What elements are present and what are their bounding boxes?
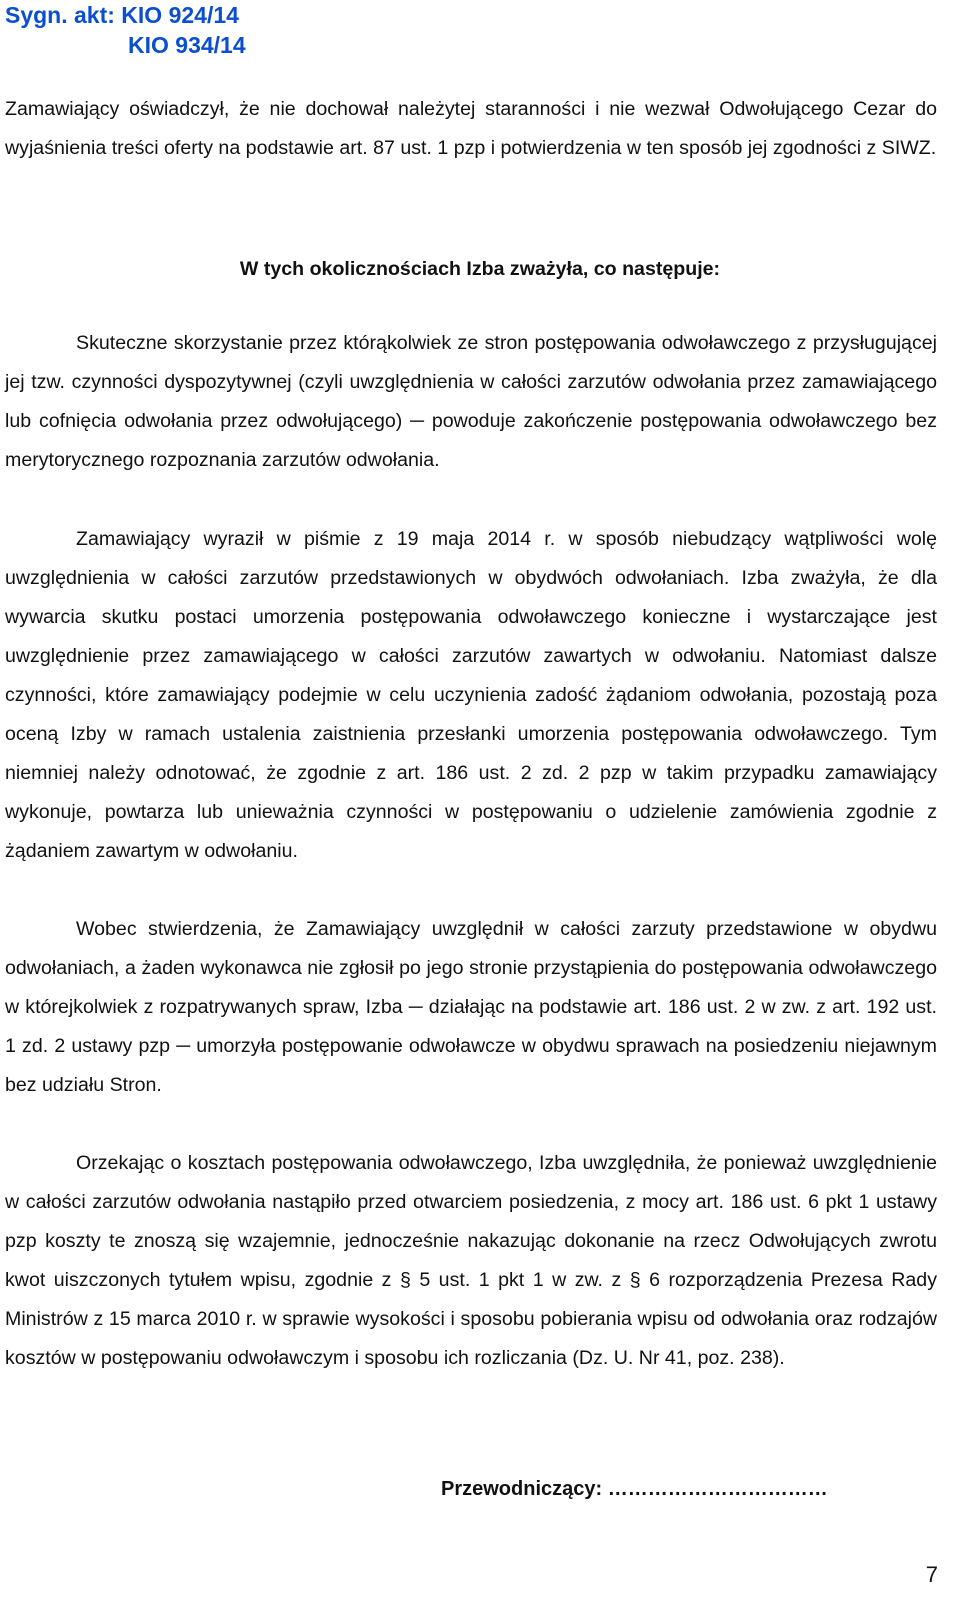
case-reference-line2: KIO 934/14 [128, 32, 246, 58]
paragraph-costs: Orzekając o kosztach postępowania odwoławczego, Izba uwzględniła, że ponieważ uwzględnienie w całości zarzutów odwołania nastąpiło przed otwarciem posiedzenia, z mocy art. 186 ust. 6 pkt 1 ustawy pzp koszty te znoszą się wzajemnie, jednocześnie nakazując dokonanie na rzecz Odwołujących zwrotu kwot uiszczonych tytułem wpisu, zgodnie z § 5 ust. 1 pkt 1 w zw. z § 6 rozporządzenia Prezesa Rady Ministrów z 15 marca 2010 r. w sprawie wysokości i sposobu pobierania wpisu od odwołania oraz rodzajów kosztów w postępowaniu odwoławczym i sposobu ich rozliczania (Dz. U. Nr 41, poz. 238). [5, 1152, 937, 1369]
paragraph-declaration: Zamawiający oświadczył, że nie dochował należytej staranności i nie wezwał Odwołującego Cezar do wyjaśnienia treści oferty na podstawie art. 87 ust. 1 pzp i potwierdzenia w ten sposób jej zgodności z SIWZ. [5, 98, 937, 159]
paragraph-dispositive-act: Skuteczne skorzystanie przez którąkolwiek ze stron postępowania odwoławczego z przysługującej jej tzw. czynności dyspozytywnej (czyli uwzględnienia w całości zarzutów odwołania przez zamawiającego lub cofnięcia odwołania przez odwołującego) ─ powoduje zakończenie postępowania odwoławczego bez merytorycznego rozpoznania zarzutów odwołania. [5, 332, 937, 471]
chairperson-signature-line: Przewodniczący: …………………………… [441, 1478, 828, 1500]
case-reference-line1: Sygn. akt: KIO 924/14 [5, 2, 239, 28]
page-number: 7 [925, 1562, 938, 1587]
section-heading: W tych okolicznościach Izba zważyła, co następuje: [239, 258, 721, 280]
case-reference [5, 0, 246, 60]
paragraph-acceptance: Zamawiający wyraził w piśmie z 19 maja 2014 r. w sposób niebudzący wątpliwości wolę uwzględnienia w całości zarzutów przedstawionych w obydwóch odwołaniach. Izba zważyła, że dla wywarcia skutku postaci umorzenia postępowania odwoławczego konieczne i wystarczające jest uwzględnienie przez zamawiającego w całości zarzutów zawartych w odwołaniu. Natomiast dalsze czynności, które zamawiający podejmie w celu uczynienia zadość żądaniom odwołania, pozostają poza oceną Izby w ramach ustalenia zaistnienia przesłanki umorzenia postępowania odwoławczego. Tym niemniej należy odnotować, że zgodnie z art. 186 ust. 2 zd. 2 pzp w takim przypadku zamawiający wykonuje, powtarza lub unieważnia czynności w postępowaniu o udzielenie zamówienia zgodnie z żądaniem zawartym w odwołaniu. [5, 528, 937, 862]
paragraph-decision: Wobec stwierdzenia, że Zamawiający uwzględnił w całości zarzuty przedstawione w obydwu odwołaniach, a żaden wykonawca nie zgłosił po jego stronie przystąpienia do postępowania odwoławczego w którejkolwiek z rozpatrywanych spraw, Izba ─ działając na podstawie art. 186 ust. 2 w zw. z art. 192 ust. 1 zd. 2 ustawy pzp ─ umorzyła postępowanie odwoławcze w obydwu sprawach na posiedzeniu niejawnym bez udziału Stron. [5, 918, 937, 1096]
